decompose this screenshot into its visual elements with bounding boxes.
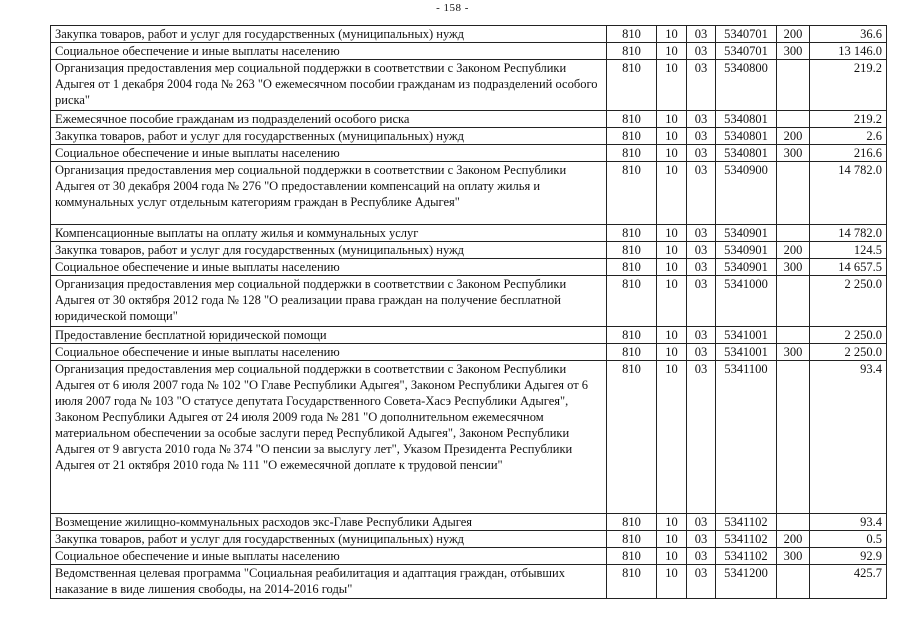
table-row xyxy=(51,548,887,565)
amount: 14 782.0 xyxy=(810,225,887,242)
table-row xyxy=(51,327,887,344)
budget-item-name: Закупка товаров, работ и услуг для государственных (муниципальных) нужд xyxy=(51,531,607,548)
ministry-code: 810 xyxy=(607,128,657,145)
ministry-code: 810 xyxy=(607,60,657,111)
expense-type-code: 300 xyxy=(777,344,810,361)
subsection-code: 03 xyxy=(687,60,716,111)
table-row xyxy=(51,531,887,548)
expense-type-code xyxy=(777,162,810,225)
table-row xyxy=(51,344,887,361)
expense-type-code: 200 xyxy=(777,242,810,259)
target-article-code: 5340900 xyxy=(716,162,777,225)
expense-type-code: 300 xyxy=(777,259,810,276)
amount: 124.5 xyxy=(810,242,887,259)
expense-type-code xyxy=(777,276,810,327)
budget-item-name: Ежемесячное пособие гражданам из подразделений особого риска xyxy=(51,111,607,128)
expense-type-code xyxy=(777,361,810,514)
budget-item-name: Организация предоставления мер социальной поддержки в соответствии с Законом Республики Адыгея от 30 октября 2012 года № 128 "О реализации права граждан на получение бесплатной юридической помощи" xyxy=(51,276,607,327)
expense-type-code xyxy=(777,60,810,111)
amount: 92.9 xyxy=(810,548,887,565)
ministry-code: 810 xyxy=(607,548,657,565)
target-article-code: 5340901 xyxy=(716,225,777,242)
budget-item-name: Закупка товаров, работ и услуг для государственных (муниципальных) нужд xyxy=(51,242,607,259)
table-row xyxy=(51,43,887,60)
ministry-code: 810 xyxy=(607,242,657,259)
amount: 36.6 xyxy=(810,26,887,43)
table-row xyxy=(51,276,887,327)
ministry-code: 810 xyxy=(607,111,657,128)
table-row xyxy=(51,111,887,128)
amount: 2 250.0 xyxy=(810,276,887,327)
table-row xyxy=(51,259,887,276)
subsection-code: 03 xyxy=(687,128,716,145)
section-code: 10 xyxy=(657,548,687,565)
subsection-code: 03 xyxy=(687,43,716,60)
expense-type-code: 200 xyxy=(777,531,810,548)
budget-item-name: Компенсационные выплаты на оплату жилья и коммунальных услуг xyxy=(51,225,607,242)
amount: 93.4 xyxy=(810,361,887,514)
amount: 93.4 xyxy=(810,514,887,531)
target-article-code: 5341000 xyxy=(716,276,777,327)
ministry-code: 810 xyxy=(607,344,657,361)
target-article-code: 5341102 xyxy=(716,548,777,565)
amount: 219.2 xyxy=(810,111,887,128)
subsection-code: 03 xyxy=(687,242,716,259)
expense-type-code xyxy=(777,565,810,599)
section-code: 10 xyxy=(657,60,687,111)
section-code: 10 xyxy=(657,327,687,344)
ministry-code: 810 xyxy=(607,514,657,531)
ministry-code: 810 xyxy=(607,26,657,43)
budget-item-name: Социальное обеспечение и иные выплаты населению xyxy=(51,43,607,60)
expense-type-code: 200 xyxy=(777,128,810,145)
section-code: 10 xyxy=(657,43,687,60)
ministry-code: 810 xyxy=(607,361,657,514)
section-code: 10 xyxy=(657,531,687,548)
table-row xyxy=(51,225,887,242)
subsection-code: 03 xyxy=(687,111,716,128)
section-code: 10 xyxy=(657,361,687,514)
subsection-code: 03 xyxy=(687,225,716,242)
amount: 0.5 xyxy=(810,531,887,548)
table-row xyxy=(51,242,887,259)
table-body xyxy=(51,26,887,599)
amount: 2 250.0 xyxy=(810,327,887,344)
section-code: 10 xyxy=(657,145,687,162)
target-article-code: 5341102 xyxy=(716,514,777,531)
section-code: 10 xyxy=(657,128,687,145)
section-code: 10 xyxy=(657,26,687,43)
target-article-code: 5341200 xyxy=(716,565,777,599)
section-code: 10 xyxy=(657,162,687,225)
amount: 13 146.0 xyxy=(810,43,887,60)
budget-item-name: Социальное обеспечение и иные выплаты населению xyxy=(51,344,607,361)
ministry-code: 810 xyxy=(607,531,657,548)
ministry-code: 810 xyxy=(607,327,657,344)
amount: 216.6 xyxy=(810,145,887,162)
expense-type-code: 300 xyxy=(777,43,810,60)
budget-item-name: Социальное обеспечение и иные выплаты населению xyxy=(51,548,607,565)
amount: 425.7 xyxy=(810,565,887,599)
table-row xyxy=(51,514,887,531)
target-article-code: 5341102 xyxy=(716,531,777,548)
budget-item-name: Предоставление бесплатной юридической помощи xyxy=(51,327,607,344)
target-article-code: 5340800 xyxy=(716,60,777,111)
subsection-code: 03 xyxy=(687,162,716,225)
ministry-code: 810 xyxy=(607,43,657,60)
amount: 14 782.0 xyxy=(810,162,887,225)
subsection-code: 03 xyxy=(687,531,716,548)
subsection-code: 03 xyxy=(687,327,716,344)
budget-item-name: Закупка товаров, работ и услуг для государственных (муниципальных) нужд xyxy=(51,26,607,43)
subsection-code: 03 xyxy=(687,145,716,162)
ministry-code: 810 xyxy=(607,145,657,162)
amount: 2 250.0 xyxy=(810,344,887,361)
section-code: 10 xyxy=(657,242,687,259)
table-row xyxy=(51,60,887,111)
target-article-code: 5340801 xyxy=(716,145,777,162)
expense-type-code xyxy=(777,225,810,242)
expense-type-code xyxy=(777,327,810,344)
target-article-code: 5340901 xyxy=(716,242,777,259)
ministry-code: 810 xyxy=(607,162,657,225)
table-row xyxy=(51,162,887,225)
ministry-code: 810 xyxy=(607,225,657,242)
budget-item-name: Организация предоставления мер социальной поддержки в соответствии с Законом Республики Адыгея от 1 декабря 2004 года № 263 "О ежемесячном пособии гражданам из подразделений особого риска" xyxy=(51,60,607,111)
table-row xyxy=(51,26,887,43)
ministry-code: 810 xyxy=(607,565,657,599)
subsection-code: 03 xyxy=(687,276,716,327)
page-number: - 158 - xyxy=(436,2,469,14)
expense-type-code: 300 xyxy=(777,548,810,565)
ministry-code: 810 xyxy=(607,276,657,327)
budget-item-name: Возмещение жилищно-коммунальных расходов экс-Главе Республики Адыгея xyxy=(51,514,607,531)
section-code: 10 xyxy=(657,111,687,128)
target-article-code: 5340901 xyxy=(716,259,777,276)
table-row xyxy=(51,145,887,162)
budget-item-name: Социальное обеспечение и иные выплаты населению xyxy=(51,259,607,276)
target-article-code: 5340801 xyxy=(716,128,777,145)
section-code: 10 xyxy=(657,344,687,361)
subsection-code: 03 xyxy=(687,26,716,43)
subsection-code: 03 xyxy=(687,361,716,514)
expense-type-code xyxy=(777,111,810,128)
budget-item-name: Организация предоставления мер социальной поддержки в соответствии с Законом Республики Адыгея от 6 июля 2007 года № 102 "О Главе Республики Адыгея", Законом Республики Адыгея от 6 июля 2007 года № 103 "О статусе депутата Государственного Совета-Хасэ Республики Адыгея", Законом Республики Адыгея от 24 июля 2009 года № 281 "О дополнительном ежемесячном материальном обеспечении за особые заслуги перед Республикой Адыгея", Законом Республики Адыгея от 9 августа 2010 года № 374 "О пенсии за выслугу лет", Указом Президента Республики Адыгея от 21 октября 2010 года № 111 "О ежемесячной доплате к трудовой пенсии" xyxy=(51,361,607,514)
budget-item-name: Закупка товаров, работ и услуг для государственных (муниципальных) нужд xyxy=(51,128,607,145)
budget-item-name: Ведомственная целевая программа "Социальная реабилитация и адаптация граждан, отбывших наказание в виде лишения свободы, на 2014-2016 годы" xyxy=(51,565,607,599)
subsection-code: 03 xyxy=(687,259,716,276)
section-code: 10 xyxy=(657,514,687,531)
expense-type-code: 300 xyxy=(777,145,810,162)
subsection-code: 03 xyxy=(687,565,716,599)
target-article-code: 5341001 xyxy=(716,344,777,361)
table-row xyxy=(51,128,887,145)
table-row xyxy=(51,361,887,514)
subsection-code: 03 xyxy=(687,344,716,361)
subsection-code: 03 xyxy=(687,548,716,565)
amount: 14 657.5 xyxy=(810,259,887,276)
section-code: 10 xyxy=(657,225,687,242)
table-row xyxy=(51,565,887,599)
ministry-code: 810 xyxy=(607,259,657,276)
target-article-code: 5340701 xyxy=(716,26,777,43)
amount: 219.2 xyxy=(810,60,887,111)
target-article-code: 5340801 xyxy=(716,111,777,128)
expense-type-code: 200 xyxy=(777,26,810,43)
amount: 2.6 xyxy=(810,128,887,145)
expense-type-code xyxy=(777,514,810,531)
target-article-code: 5340701 xyxy=(716,43,777,60)
budget-item-name: Социальное обеспечение и иные выплаты населению xyxy=(51,145,607,162)
target-article-code: 5341001 xyxy=(716,327,777,344)
target-article-code: 5341100 xyxy=(716,361,777,514)
budget-table xyxy=(50,25,887,599)
budget-item-name: Организация предоставления мер социальной поддержки в соответствии с Законом Республики Адыгея от 30 декабря 2004 года № 276 "О предоставлении компенсаций на оплату жилья и коммунальных услуг отдельным категориям граждан в Республике Адыгея" xyxy=(51,162,607,225)
subsection-code: 03 xyxy=(687,514,716,531)
section-code: 10 xyxy=(657,259,687,276)
section-code: 10 xyxy=(657,276,687,327)
section-code: 10 xyxy=(657,565,687,599)
